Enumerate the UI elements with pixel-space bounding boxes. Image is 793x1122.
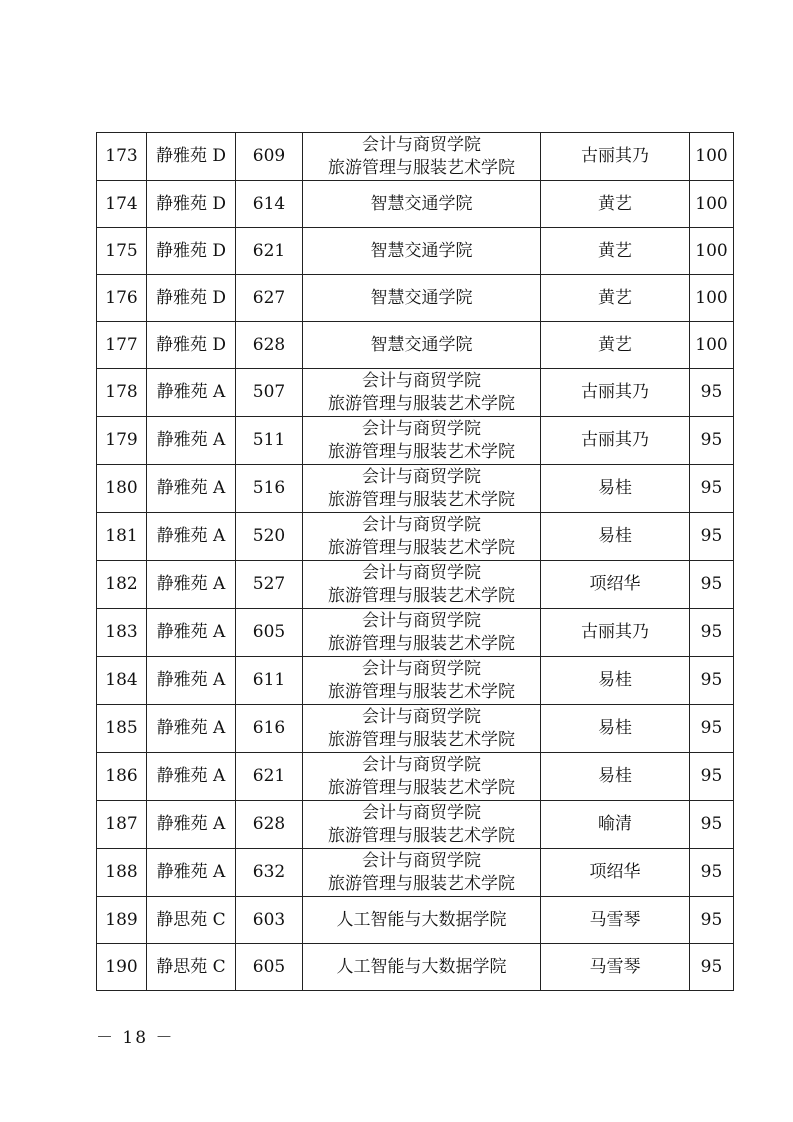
table-row — [97, 417, 734, 465]
room-cell: 520 — [236, 513, 303, 561]
building-cell: 静雅苑 A — [147, 465, 236, 513]
room-cell: 627 — [236, 275, 303, 322]
page-number: － 18 － — [96, 1028, 175, 1048]
row-number-cell: 174 — [97, 181, 147, 228]
row-number-cell: 185 — [97, 705, 147, 753]
college-name: 旅游管理与服装艺术学院 — [328, 873, 515, 894]
college-name: 会计与商贸学院 — [362, 850, 481, 871]
score-cell: 95 — [690, 465, 734, 513]
room-cell: 621 — [236, 753, 303, 801]
building-cell: 静雅苑 A — [147, 609, 236, 657]
table-body — [97, 133, 734, 991]
score-cell: 95 — [690, 513, 734, 561]
table-row — [97, 657, 734, 705]
row-number-cell: 186 — [97, 753, 147, 801]
college-name: 智慧交通学院 — [370, 287, 473, 308]
score-cell: 95 — [690, 369, 734, 417]
building-cell: 静雅苑 A — [147, 657, 236, 705]
college-name: 旅游管理与服装艺术学院 — [328, 777, 515, 798]
college-name: 旅游管理与服装艺术学院 — [328, 633, 515, 654]
college-cell — [303, 513, 541, 561]
teacher-cell: 古丽其乃 — [541, 369, 690, 417]
row-number-cell: 188 — [97, 849, 147, 897]
college-name: 旅游管理与服装艺术学院 — [328, 825, 515, 846]
college-name: 智慧交通学院 — [370, 334, 473, 355]
college-cell — [303, 849, 541, 897]
college-name: 旅游管理与服装艺术学院 — [328, 681, 515, 702]
college-cell — [303, 465, 541, 513]
room-cell: 628 — [236, 322, 303, 369]
college-name: 旅游管理与服装艺术学院 — [328, 585, 515, 606]
score-cell: 95 — [690, 609, 734, 657]
score-cell: 95 — [690, 897, 734, 944]
row-number-cell: 189 — [97, 897, 147, 944]
building-cell: 静雅苑 A — [147, 417, 236, 465]
row-number-cell: 183 — [97, 609, 147, 657]
college-cell — [303, 133, 541, 181]
row-number-cell: 182 — [97, 561, 147, 609]
table-row — [97, 753, 734, 801]
college-name: 会计与商贸学院 — [362, 802, 481, 823]
table-row — [97, 181, 734, 228]
teacher-cell: 黄艺 — [541, 228, 690, 275]
college-name: 会计与商贸学院 — [362, 658, 481, 679]
college-name: 会计与商贸学院 — [362, 418, 481, 439]
college-name: 会计与商贸学院 — [362, 706, 481, 727]
room-cell: 611 — [236, 657, 303, 705]
table-row — [97, 513, 734, 561]
table-row — [97, 561, 734, 609]
table-row — [97, 465, 734, 513]
table-row — [97, 228, 734, 275]
building-cell: 静雅苑 A — [147, 753, 236, 801]
college-name: 会计与商贸学院 — [362, 466, 481, 487]
teacher-cell: 项绍华 — [541, 849, 690, 897]
table-row — [97, 897, 734, 944]
building-cell: 静雅苑 A — [147, 369, 236, 417]
room-cell: 628 — [236, 801, 303, 849]
room-cell: 605 — [236, 609, 303, 657]
score-cell: 100 — [690, 133, 734, 181]
row-number-cell: 187 — [97, 801, 147, 849]
college-cell — [303, 705, 541, 753]
teacher-cell: 易桂 — [541, 657, 690, 705]
score-cell: 100 — [690, 275, 734, 322]
teacher-cell: 古丽其乃 — [541, 133, 690, 181]
teacher-cell: 黄艺 — [541, 181, 690, 228]
college-name: 会计与商贸学院 — [362, 514, 481, 535]
room-cell: 511 — [236, 417, 303, 465]
room-cell: 621 — [236, 228, 303, 275]
teacher-cell: 黄艺 — [541, 322, 690, 369]
college-name: 会计与商贸学院 — [362, 610, 481, 631]
teacher-cell: 马雪琴 — [541, 944, 690, 991]
room-cell: 603 — [236, 897, 303, 944]
table-row — [97, 849, 734, 897]
room-cell: 516 — [236, 465, 303, 513]
table-row — [97, 944, 734, 991]
row-number-cell: 177 — [97, 322, 147, 369]
score-cell: 95 — [690, 657, 734, 705]
building-cell: 静思苑 C — [147, 944, 236, 991]
teacher-cell: 易桂 — [541, 513, 690, 561]
table-row — [97, 369, 734, 417]
college-name: 智慧交通学院 — [370, 240, 473, 261]
score-cell: 95 — [690, 849, 734, 897]
building-cell: 静雅苑 D — [147, 133, 236, 181]
college-name: 旅游管理与服装艺术学院 — [328, 729, 515, 750]
building-cell: 静雅苑 D — [147, 181, 236, 228]
dormitory-score-table — [96, 132, 734, 991]
score-cell: 95 — [690, 944, 734, 991]
college-cell — [303, 944, 541, 991]
teacher-cell: 古丽其乃 — [541, 417, 690, 465]
teacher-cell: 易桂 — [541, 465, 690, 513]
building-cell: 静雅苑 A — [147, 513, 236, 561]
row-number-cell: 181 — [97, 513, 147, 561]
score-cell: 95 — [690, 417, 734, 465]
table-row — [97, 609, 734, 657]
teacher-cell: 项绍华 — [541, 561, 690, 609]
building-cell: 静雅苑 A — [147, 561, 236, 609]
college-name: 旅游管理与服装艺术学院 — [328, 393, 515, 414]
room-cell: 614 — [236, 181, 303, 228]
building-cell: 静雅苑 A — [147, 801, 236, 849]
table-row — [97, 275, 734, 322]
college-name: 会计与商贸学院 — [362, 562, 481, 583]
college-name: 人工智能与大数据学院 — [336, 909, 507, 930]
college-name: 旅游管理与服装艺术学院 — [328, 537, 515, 558]
college-name: 旅游管理与服装艺术学院 — [328, 489, 515, 510]
college-cell — [303, 753, 541, 801]
college-cell — [303, 801, 541, 849]
college-name: 旅游管理与服装艺术学院 — [328, 441, 515, 462]
table-row — [97, 322, 734, 369]
college-cell — [303, 561, 541, 609]
room-cell: 632 — [236, 849, 303, 897]
row-number-cell: 178 — [97, 369, 147, 417]
score-cell: 95 — [690, 801, 734, 849]
teacher-cell: 易桂 — [541, 705, 690, 753]
college-cell — [303, 417, 541, 465]
building-cell: 静雅苑 A — [147, 705, 236, 753]
college-name: 智慧交通学院 — [370, 193, 473, 214]
table-row — [97, 705, 734, 753]
score-cell: 100 — [690, 322, 734, 369]
college-name: 会计与商贸学院 — [362, 134, 481, 155]
building-cell: 静雅苑 D — [147, 322, 236, 369]
college-cell — [303, 369, 541, 417]
row-number-cell: 173 — [97, 133, 147, 181]
row-number-cell: 184 — [97, 657, 147, 705]
college-name: 会计与商贸学院 — [362, 754, 481, 775]
teacher-cell: 易桂 — [541, 753, 690, 801]
teacher-cell: 古丽其乃 — [541, 609, 690, 657]
room-cell: 605 — [236, 944, 303, 991]
college-name: 旅游管理与服装艺术学院 — [328, 157, 515, 178]
college-cell — [303, 181, 541, 228]
table-row — [97, 801, 734, 849]
building-cell: 静思苑 C — [147, 897, 236, 944]
teacher-cell: 黄艺 — [541, 275, 690, 322]
row-number-cell: 176 — [97, 275, 147, 322]
teacher-cell: 喻清 — [541, 801, 690, 849]
teacher-cell: 马雪琴 — [541, 897, 690, 944]
score-cell: 95 — [690, 561, 734, 609]
college-cell — [303, 322, 541, 369]
score-cell: 100 — [690, 181, 734, 228]
building-cell: 静雅苑 D — [147, 275, 236, 322]
room-cell: 609 — [236, 133, 303, 181]
table-row — [97, 133, 734, 181]
college-cell — [303, 609, 541, 657]
college-name: 会计与商贸学院 — [362, 370, 481, 391]
row-number-cell: 175 — [97, 228, 147, 275]
college-cell — [303, 897, 541, 944]
room-cell: 507 — [236, 369, 303, 417]
building-cell: 静雅苑 D — [147, 228, 236, 275]
building-cell: 静雅苑 A — [147, 849, 236, 897]
score-cell: 100 — [690, 228, 734, 275]
row-number-cell: 179 — [97, 417, 147, 465]
row-number-cell: 190 — [97, 944, 147, 991]
college-name: 人工智能与大数据学院 — [336, 956, 507, 977]
room-cell: 527 — [236, 561, 303, 609]
college-cell — [303, 657, 541, 705]
score-cell: 95 — [690, 753, 734, 801]
college-cell — [303, 275, 541, 322]
row-number-cell: 180 — [97, 465, 147, 513]
score-cell: 95 — [690, 705, 734, 753]
college-cell — [303, 228, 541, 275]
room-cell: 616 — [236, 705, 303, 753]
